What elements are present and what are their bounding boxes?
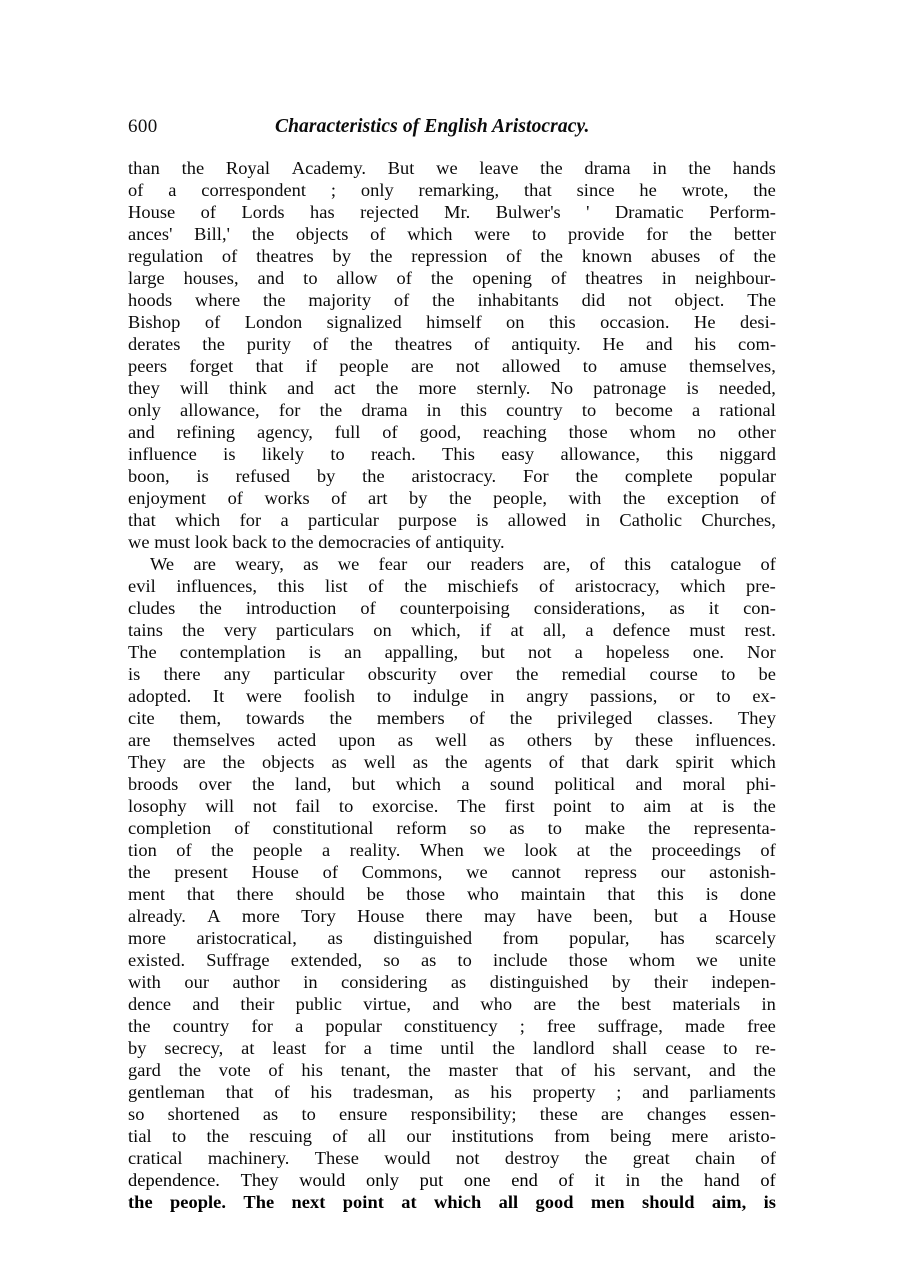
text-line: than the Royal Academy. But we leave the drama in the hands [128,158,776,178]
text-line: peers forget that if people are not allowed to amuse themselves, [128,356,776,376]
paragraph [128,553,776,1213]
body-text-column [128,157,776,1213]
text-line: dependence. They would only put one end of it in the hand of [128,1170,776,1190]
text-line: enjoyment of works of art by the people, with the exception of [128,488,776,508]
running-head [128,116,775,142]
text-line: cite them, towards the members of the privileged classes. They [128,708,776,728]
text-line: large houses, and to allow of the opening of theatres in neighbour- [128,268,776,288]
text-line: completion of constitutional reform so as to make the representa- [128,818,776,838]
text-line: the present House of Commons, we cannot repress our astonish- [128,862,776,882]
text-line: cratical machinery. These would not destroy the great chain of [128,1148,776,1168]
text-line: they will think and act the more sternly. No patronage is needed, [128,378,776,398]
text-line: adopted. It were foolish to indulge in angry passions, or to ex- [128,686,776,706]
text-line: dence and their public virtue, and who are the best materials in [128,994,776,1014]
text-line: They are the objects as well as the agents of that dark spirit which [128,752,776,772]
text-line: We are weary, as we fear our readers are, of this catalogue of [150,554,776,574]
text-line: so shortened as to ensure responsibility; these are changes essen- [128,1104,776,1124]
text-line: are themselves acted upon as well as others by these influences. [128,730,776,750]
text-line: influence is likely to reach. This easy allowance, this niggard [128,444,776,464]
text-line: hoods where the majority of the inhabitants did not object. The [128,290,776,310]
text-line: tial to the rescuing of all our institutions from being mere aristo- [128,1126,776,1146]
text-line: evil influences, this list of the mischiefs of aristocracy, which pre- [128,576,776,596]
text-line: existed. Suffrage extended, so as to include those whom we unite [128,950,776,970]
text-line: gentleman that of his tradesman, as his property ; and parliaments [128,1082,776,1102]
text-line: cludes the introduction of counterpoising considerations, as it con- [128,598,776,618]
text-line: more aristocratical, as distinguished from popular, has scarcely [128,928,776,948]
text-line: boon, is refused by the aristocracy. For the complete popular [128,466,776,486]
text-line: the country for a popular constituency ; free suffrage, made free [128,1016,776,1036]
text-line: tains the very particulars on which, if at all, a defence must rest. [128,620,776,640]
text-line: the people. The next point at which all good men should aim, is [128,1192,776,1212]
page-number: 600 [128,116,158,137]
text-line: broods over the land, but which a sound political and moral phi- [128,774,776,794]
text-line: of a correspondent ; only remarking, that since he wrote, the [128,180,776,200]
text-line: derates the purity of the theatres of antiquity. He and his com- [128,334,776,354]
text-line: House of Lords has rejected Mr. Bulwer's ' Dramatic Perform- [128,202,776,222]
text-line: The contemplation is an appalling, but not a hopeless one. Nor [128,642,776,662]
text-line: ment that there should be those who maintain that this is done [128,884,776,904]
text-line: ances' Bill,' the objects of which were to provide for the better [128,224,776,244]
text-line: with our author in considering as distinguished by their indepen- [128,972,776,992]
text-line: only allowance, for the drama in this country to become a rational [128,400,776,420]
text-line: regulation of theatres by the repression of the known abuses of the [128,246,776,266]
text-line: and refining agency, full of good, reaching those whom no other [128,422,776,442]
text-line: already. A more Tory House there may have been, but a House [128,906,776,926]
text-line: losophy will not fail to exorcise. The first point to aim at is the [128,796,776,816]
paragraph [128,157,776,553]
text-line: by secrecy, at least for a time until the landlord shall cease to re- [128,1038,776,1058]
text-line: tion of the people a reality. When we look at the proceedings of [128,840,776,860]
text-line: we must look back to the democracies of antiquity. [128,532,505,552]
text-line: that which for a particular purpose is allowed in Catholic Churches, [128,510,776,530]
text-line: is there any particular obscurity over the remedial course to be [128,664,776,684]
text-line: gard the vote of his tenant, the master that of his servant, and the [128,1060,776,1080]
text-line: Bishop of London signalized himself on this occasion. He desi- [128,312,776,332]
running-title: Characteristics of English Aristocracy. [275,116,590,137]
